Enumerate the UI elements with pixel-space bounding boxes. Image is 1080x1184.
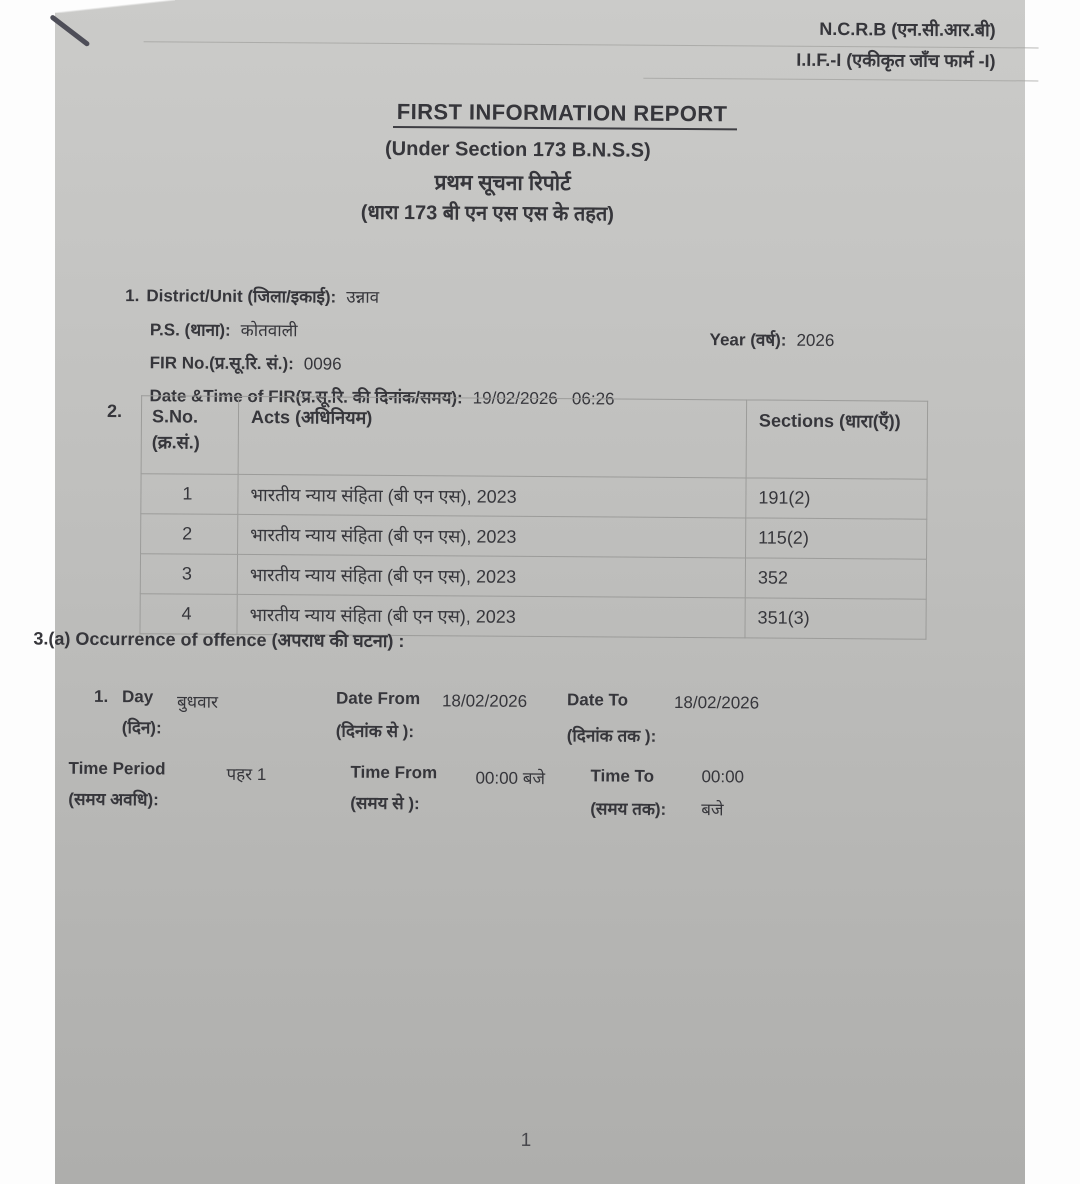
occurrence-row-number: 1.	[93, 686, 109, 706]
col-header-sno-en: S.No.	[151, 406, 199, 427]
page-number: 1	[520, 1129, 532, 1151]
title-hindi: प्रथम सूचना रिपोर्ट	[434, 171, 571, 196]
date-from-label: Date From	[335, 688, 421, 709]
date-to-value: 18/02/2026	[673, 692, 760, 713]
field-year	[681, 307, 834, 371]
header-rule-bottom	[643, 78, 1038, 82]
acts-row-1-act: भारतीय न्याय संहिता (बी एन एस), 2023	[238, 474, 746, 518]
acts-row-3-section: 352	[745, 558, 926, 599]
col-header-sno	[141, 396, 239, 475]
col-header-acts: Acts (अधिनियम)	[238, 396, 747, 478]
time-period-value: पहर 1	[226, 764, 267, 785]
acts-row-2-section: 115(2)	[746, 518, 927, 559]
time-to-label-hindi: (समय तक):	[590, 799, 667, 819]
time-from-label-hindi: (समय से ):	[350, 793, 420, 814]
acts-row-3	[140, 554, 926, 599]
acts-row-2	[141, 514, 927, 559]
form-header	[796, 14, 996, 77]
occurrence-heading: 3.(a) Occurrence of offence (अपराध की घटना) :	[33, 628, 405, 652]
district-value: उन्नाव	[346, 287, 380, 307]
acts-table-header-row	[141, 396, 928, 479]
date-to-label: Date To	[566, 690, 629, 710]
col-header-sections: Sections (धारा(एँ))	[746, 400, 928, 479]
fir-datetime-value: 19/02/2026 06:26	[472, 388, 615, 409]
title-hindi-sub: (धारा 173 बी एन एस एस के तहत)	[360, 201, 615, 226]
col-header-sno-hi: (क्र.सं.)	[151, 432, 200, 453]
acts-row-3-sno: 3	[140, 554, 237, 595]
fir-no-value: 0096	[303, 354, 342, 374]
year-value: 2026	[796, 330, 835, 351]
day-label-hindi: (दिन):	[121, 718, 162, 738]
time-period-label: Time Period	[68, 758, 166, 779]
acts-row-2-act: भारतीय न्याय संहिता (बी एन एस), 2023	[238, 514, 746, 558]
year-label: Year (वर्ष):	[709, 330, 787, 350]
acts-row-1-section: 191(2)	[746, 478, 927, 519]
district-label: District/Unit (जिला/इकाई):	[146, 286, 337, 307]
time-to-label: Time To	[590, 766, 655, 786]
acts-row-3-act: भारतीय न्याय संहिता (बी एन एस), 2023	[237, 554, 745, 598]
title-subtitle: (Under Section 173 B.N.S.S)	[384, 137, 651, 162]
header-ncrb-line: N.C.R.B (एन.सी.आर.बी)	[819, 18, 996, 41]
date-from-label-hindi: (दिनांक से ):	[335, 721, 415, 742]
acts-table	[139, 395, 928, 639]
time-to-value-line2: बजे	[701, 800, 724, 820]
page-title: FIRST INFORMATION REPORT	[393, 99, 738, 130]
fir-datetime-label: Date &Time of FIR(प्र.सू.रि. की दिनांक/समय):	[149, 386, 463, 408]
ps-value: कोतवाली	[240, 320, 298, 341]
date-to-label-hindi: (दिनांक तक ):	[566, 726, 657, 746]
section1-number: 1.	[125, 286, 140, 306]
acts-row-1-sno: 1	[141, 474, 238, 515]
acts-table-number: 2.	[106, 400, 123, 422]
day-value: बुधवार	[176, 692, 219, 712]
title-row	[3, 96, 1080, 130]
day-label: Day	[121, 687, 154, 707]
date-from-value: 18/02/2026	[441, 691, 528, 711]
time-from-value: 00:00 बजे	[475, 768, 546, 789]
acts-row-4-sno: 4	[140, 594, 237, 635]
acts-row-4-section: 351(3)	[745, 598, 926, 639]
acts-row-2-sno: 2	[141, 514, 238, 555]
fir-no-label: FIR No.(प्र.सू.रि. सं.):	[149, 353, 294, 374]
acts-row-1	[141, 474, 927, 519]
time-period-label-hindi: (समय अवधि):	[68, 789, 159, 810]
ps-label: P.S. (थाना):	[149, 320, 231, 340]
header-iif-line: I.I.F.-I (एकीकृत जाँच फार्म -I)	[796, 49, 996, 72]
acts-row-4-act: भारतीय न्याय संहिता (बी एन एस), 2023	[237, 594, 745, 638]
time-to-value-line1: 00:00	[701, 767, 745, 787]
pen-mark	[49, 14, 90, 47]
time-from-label: Time From	[350, 762, 438, 783]
